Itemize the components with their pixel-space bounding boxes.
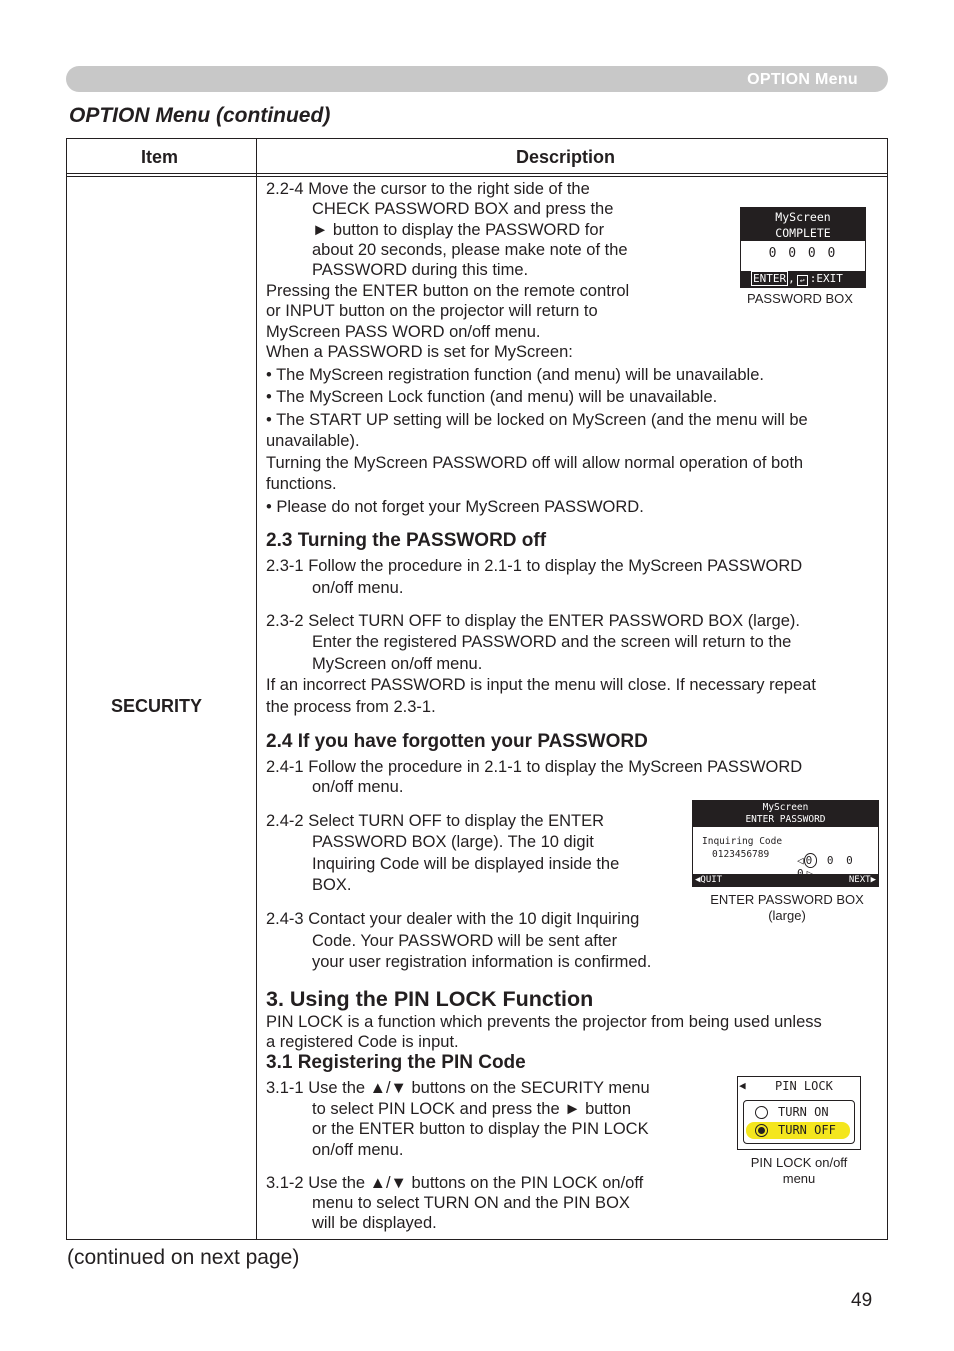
radio-on-icon xyxy=(755,1124,768,1137)
text-line: When a PASSWORD is set for MyScreen: xyxy=(266,343,573,361)
next-label: NEXT xyxy=(848,875,871,885)
text-line: Code. Your PASSWORD will be sent after xyxy=(312,932,618,950)
text-line: on/off menu. xyxy=(312,579,404,597)
page-title: OPTION Menu (continued) xyxy=(69,104,331,127)
heading-pin-lock-function: 3. Using the PIN LOCK Function xyxy=(266,987,594,1011)
column-divider xyxy=(256,139,257,1239)
text-line: Inquiring Code will be displayed inside the xyxy=(312,855,620,873)
column-header-description: Description xyxy=(516,147,616,167)
option-turn-on: TURN ON xyxy=(746,1104,850,1121)
text-line: CHECK PASSWORD BOX and press the xyxy=(312,200,614,218)
password-box-illustration: MyScreen COMPLETE 0 0 0 0 ENTER , ↩ :EXIT xyxy=(740,207,866,288)
page-number: 49 xyxy=(851,1290,873,1311)
password-box-caption: PASSWORD BOX xyxy=(747,291,853,306)
password-digits: 0 0 xyxy=(826,854,856,867)
pin-lock-title: PIN LOCK xyxy=(775,1079,833,1093)
text-line: 2.3-2 Select TURN OFF to display the ENTER PASSWORD BOX (large). xyxy=(266,612,800,630)
bullet-item: • The START UP setting will be locked on MyScreen (and the menu will be xyxy=(266,411,808,429)
table-header xyxy=(67,139,887,174)
text-line: Pressing the ENTER button on the remote control xyxy=(266,282,630,300)
text-line: a registered Code is input. xyxy=(266,1033,459,1051)
right-triangle-icon: ▶ xyxy=(870,875,876,885)
text-line: unavailable). xyxy=(266,432,360,450)
pin-lock-menu-illustration xyxy=(737,1076,861,1150)
text-line: 2.2-4 Move the cursor to the right side of the xyxy=(266,180,590,198)
text-line: MyScreen PASS WORD on/off menu. xyxy=(266,323,541,341)
text-line: 2.4-1 Follow the procedure in 2.1-1 to display the MyScreen PASSWORD xyxy=(266,758,803,776)
bullet-item: • Please do not forget your MyScreen PASSWORD. xyxy=(266,498,644,516)
inquiring-code-value: 0123456789 xyxy=(712,849,770,860)
exit-label: :EXIT xyxy=(809,272,843,285)
text-line: will be displayed. xyxy=(312,1214,437,1232)
radio-off-icon xyxy=(755,1106,768,1119)
text-line: Turning the MyScreen PASSWORD off will allow normal operation of both xyxy=(266,454,804,472)
quit-label: QUIT xyxy=(700,875,723,885)
item-security: SECURITY xyxy=(111,696,203,716)
text-line: on/off menu. xyxy=(312,778,404,796)
text-line: ► button to display the PASSWORD for xyxy=(312,221,605,239)
password-box-digits: 0 0 0 0 xyxy=(768,246,838,261)
text-line: MyScreen on/off menu. xyxy=(312,655,483,673)
left-arrow-icon: ◁ xyxy=(797,854,804,867)
section-header-bar xyxy=(66,66,888,92)
text-line: PASSWORD during this time. xyxy=(312,261,529,279)
text-line: 2.4-2 Select TURN OFF to display the ENTER xyxy=(266,812,605,830)
password-box-line1: MyScreen xyxy=(775,210,831,224)
text-line: or the ENTER button to display the PIN LOCK xyxy=(312,1120,649,1138)
text-line: to select PIN LOCK and press the ► button xyxy=(312,1100,631,1118)
heading-turning-password-off: 2.3 Turning the PASSWORD off xyxy=(266,530,547,551)
left-triangle-icon: ◀ xyxy=(695,875,701,885)
inquiring-code-label: Inquiring Code xyxy=(702,836,783,847)
text-line: your user registration information is confirmed. xyxy=(312,953,652,971)
text-line: PIN LOCK is a function which prevents the projector from being used unless xyxy=(266,1013,822,1031)
text-line: 3.1-1 Use the ▲/▼ buttons on the SECURITY menu xyxy=(266,1079,650,1097)
column-header-item: Item xyxy=(141,147,179,167)
text-line: menu to select TURN ON and the PIN BOX xyxy=(312,1194,630,1212)
heading-forgotten-password: 2.4 If you have forgotten your PASSWORD xyxy=(266,731,648,752)
text-line: functions. xyxy=(266,475,337,493)
header-divider xyxy=(67,174,887,177)
option-turn-off-selected: TURN OFF xyxy=(746,1122,850,1139)
text-line: about 20 seconds, please make note of the xyxy=(312,241,628,259)
text-line: or INPUT button on the projector will return to xyxy=(266,302,598,320)
pin-lock-menu-caption: PIN LOCK on/off menu xyxy=(750,1155,848,1186)
text-line: 2.3-1 Follow the procedure in 2.1-1 to display the MyScreen PASSWORD xyxy=(266,557,803,575)
return-key-icon: ↩ xyxy=(797,275,808,286)
enter-password-box-line1: MyScreen xyxy=(762,802,809,813)
text-line: the process from 2.3-1. xyxy=(266,698,436,716)
text-line: 2.4-3 Contact your dealer with the 10 digit Inquiring xyxy=(266,910,640,928)
selected-digit: 0 xyxy=(805,854,816,867)
password-box-line2: COMPLETE xyxy=(775,226,831,240)
bullet-item: • The MyScreen Lock function (and menu) will be unavailable. xyxy=(266,388,718,406)
enter-password-box-line2: ENTER PASSWORD xyxy=(745,814,826,825)
text-line: 3.1-2 Use the ▲/▼ buttons on the PIN LOCK on/off xyxy=(266,1174,644,1192)
enter-key-label: ENTER xyxy=(753,272,787,285)
section-header-label: OPTION Menu xyxy=(747,71,858,88)
text-line: PASSWORD BOX (large). The 10 digit xyxy=(312,833,594,851)
enter-password-box-illustration xyxy=(692,800,879,887)
continued-note: (continued on next page) xyxy=(67,1246,300,1269)
text-line: If an incorrect PASSWORD is input the menu will close. If necessary repeat xyxy=(266,676,816,694)
heading-registering-pin-code: 3.1 Registering the PIN Code xyxy=(266,1052,526,1073)
text-line: BOX. xyxy=(312,876,352,894)
text-line: on/off menu. xyxy=(312,1141,404,1159)
text-line: Enter the registered PASSWORD and the screen will return to the xyxy=(312,633,792,651)
bullet-item: • The MyScreen registration function (and menu) will be unavailable. xyxy=(266,366,764,384)
back-arrow-icon: ◀ xyxy=(739,1079,746,1092)
enter-password-box-caption: ENTER PASSWORD BOX (large) xyxy=(710,892,864,923)
